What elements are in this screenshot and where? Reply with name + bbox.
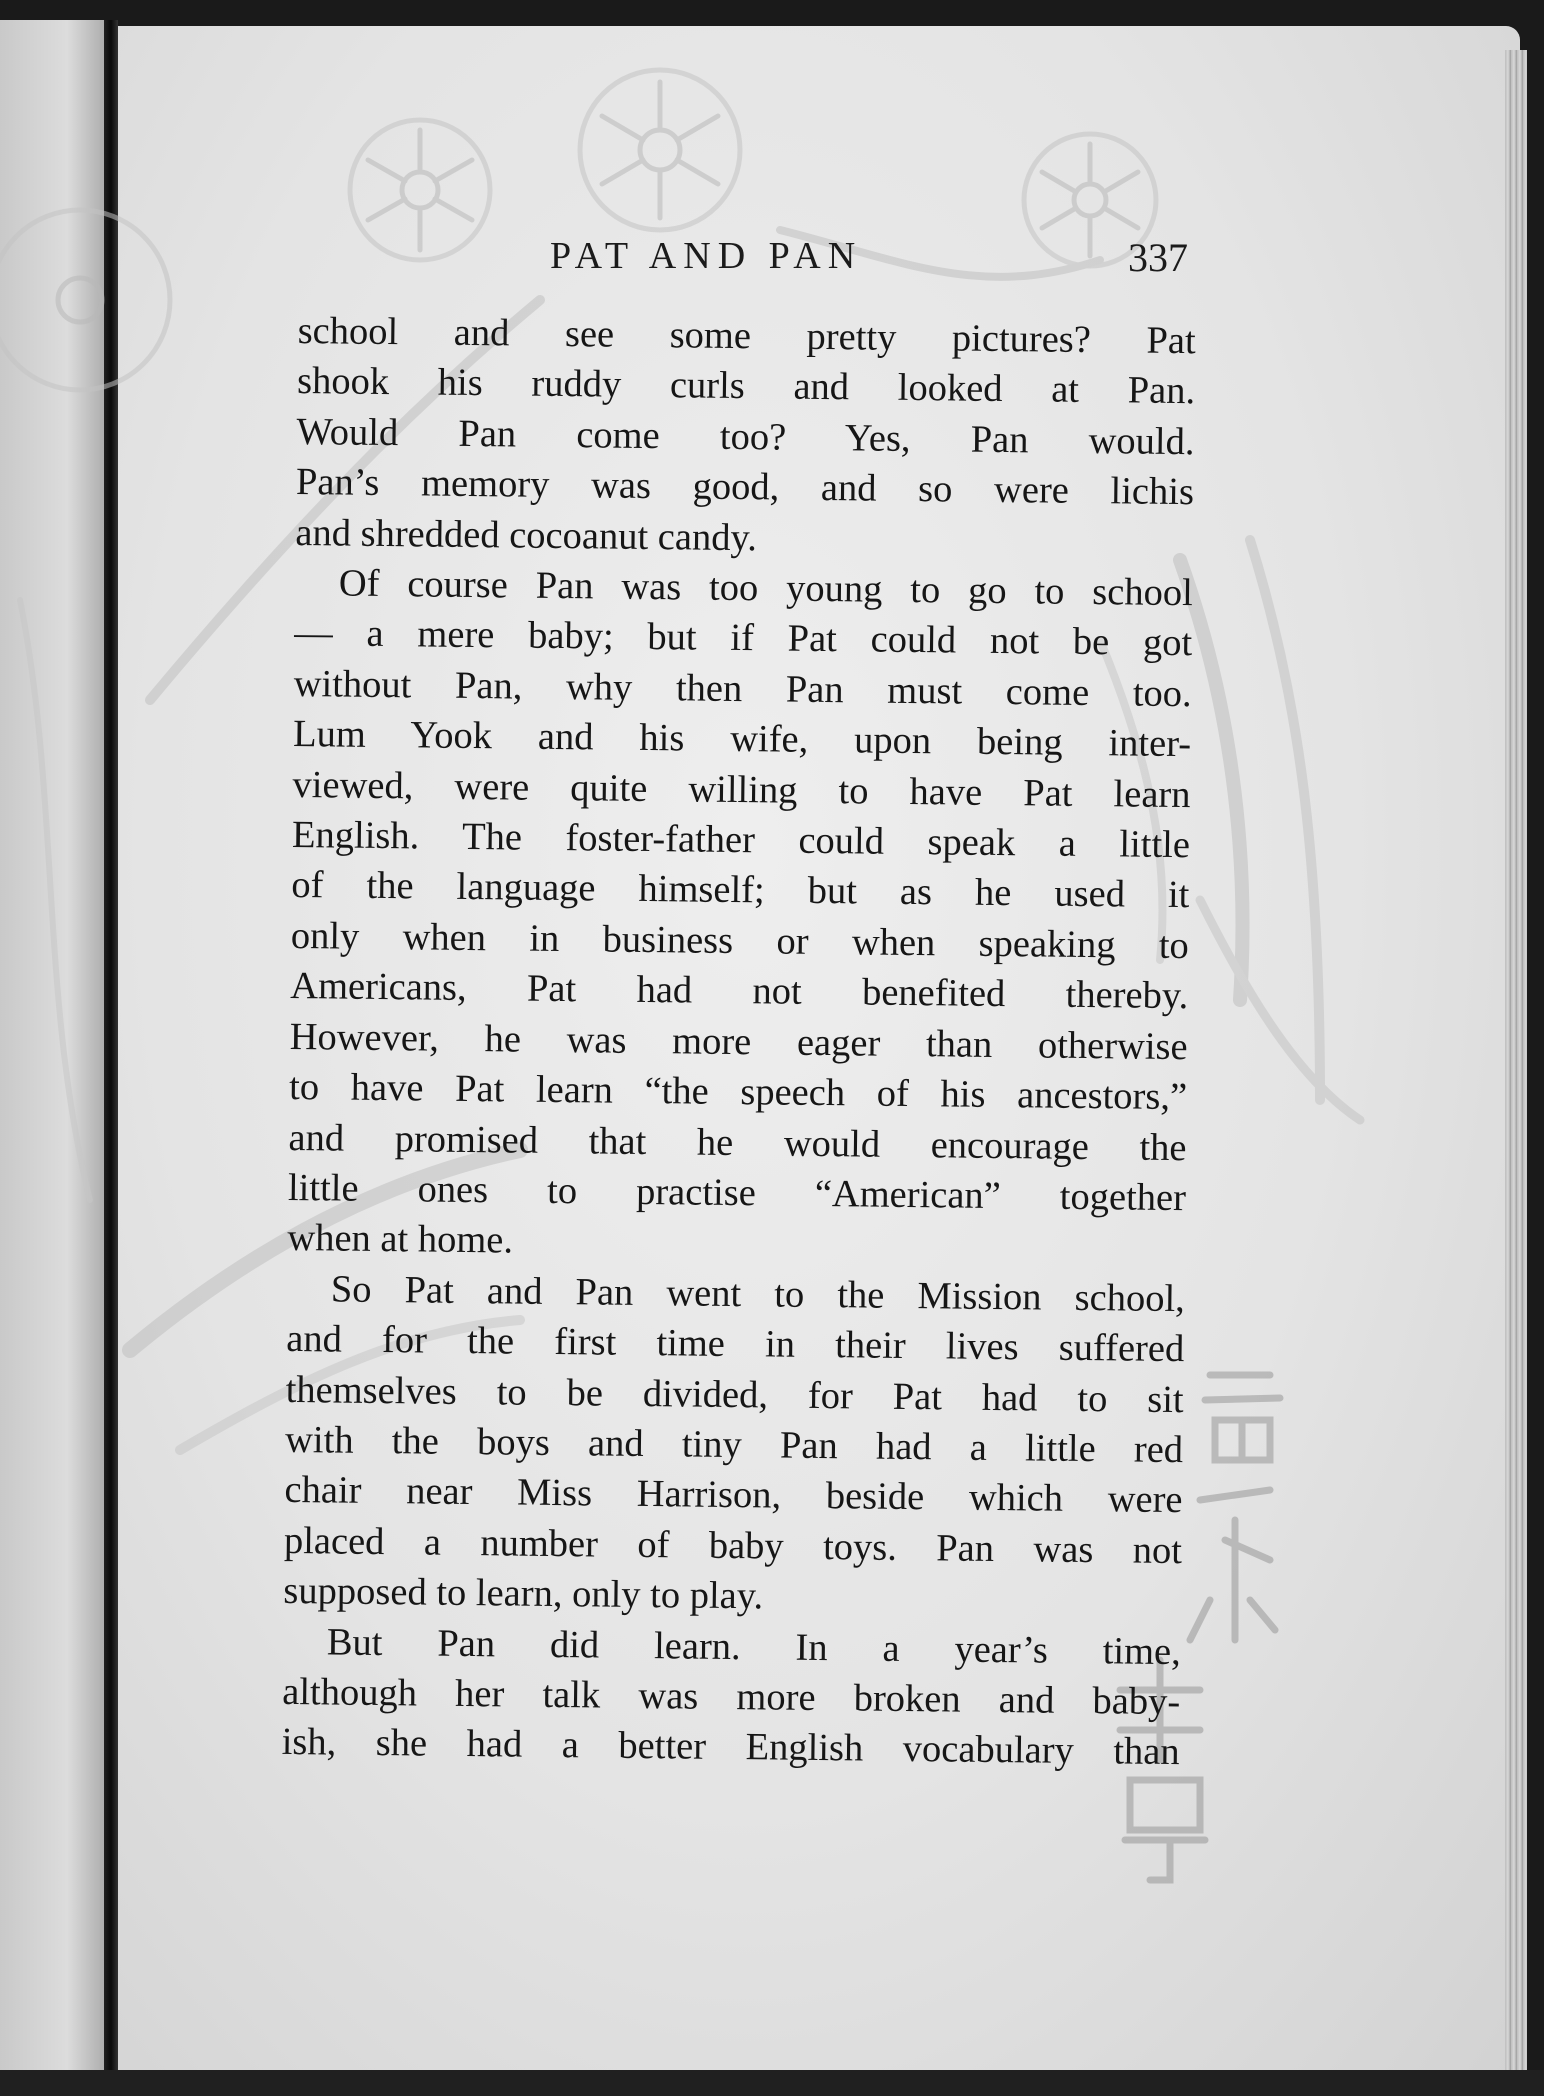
text-line: without Pan, why then Pan must come too. — [293, 662, 1192, 716]
paragraph-1 — [295, 306, 1196, 568]
text-line: supposed to learn, only to play. — [283, 1570, 764, 1618]
text-line: But Pan did learn. In a year’s time, — [326, 1620, 1182, 1673]
text-line: Would Pan come too? Yes, Pan would. — [296, 410, 1195, 463]
paragraph-4 — [281, 1616, 1181, 1777]
blossom-2 — [580, 70, 740, 230]
text-line: viewed, were quite willing to have Pat learn — [292, 763, 1191, 816]
text-line: of the language himself; but as he used it — [291, 864, 1190, 917]
text-line: So Pat and Pan went to the Mission school, — [330, 1268, 1186, 1320]
body-text — [281, 306, 1196, 1778]
text-line: with the boys and tiny Pan had a little red — [284, 1418, 1184, 1472]
text-line: chair near Miss Harrison, beside which were — [284, 1469, 1183, 1522]
page-number: 337 — [1128, 235, 1188, 280]
text-line: when at home. — [287, 1217, 514, 1262]
text-line: little ones to practise “American” together — [287, 1166, 1187, 1220]
text-line: Lum Yook and his wife, upon being inter- — [292, 713, 1192, 766]
text-line: Americans, Pat had not benefited thereby. — [290, 965, 1189, 1018]
running-head: PAT AND PAN — [550, 235, 863, 277]
text-line: However, he was more eager than otherwise — [289, 1015, 1188, 1068]
paragraph-3 — [283, 1264, 1185, 1627]
text-line: placed a number of baby toys. Pan was not — [283, 1519, 1183, 1572]
blossom-4 — [0, 210, 170, 390]
text-line: shook his ruddy curls and looked at Pan. — [296, 360, 1196, 413]
paragraph-2 — [287, 558, 1193, 1274]
text-line: and for the first time in their lives suffered — [286, 1318, 1185, 1371]
blossom-1 — [350, 120, 490, 260]
text-line: English. The foster-father could speak a little — [291, 814, 1191, 867]
text-line: and promised that he would encourage the — [288, 1116, 1187, 1169]
text-line: — a mere baby; but if Pat could not be got — [294, 612, 1193, 665]
text-line: although her talk was more broken and baby- — [282, 1670, 1181, 1724]
text-line: Of course Pan was too young to go to school — [338, 562, 1194, 615]
text-line: themselves to be divided, for Pat had to sit — [285, 1368, 1184, 1421]
text-line: only when in business or when speaking to — [290, 914, 1190, 968]
text-line: school and see some pretty pictures? Pat — [297, 309, 1196, 363]
text-line: to have Pat learn “the speech of his ancestors,” — [288, 1066, 1188, 1119]
text-line: ish, she had a better English vocabulary than — [281, 1721, 1180, 1774]
text-line: and shredded cocoanut candy. — [295, 511, 758, 559]
text-line: Pan’s memory was good, and so were lichis — [295, 461, 1195, 514]
